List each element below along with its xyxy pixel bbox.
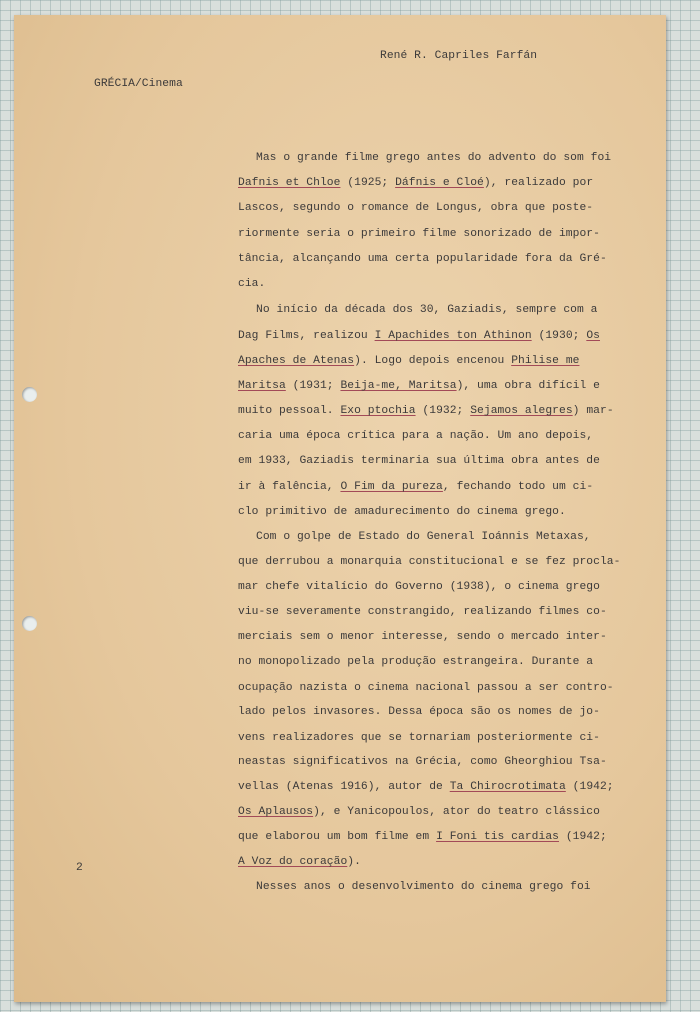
page-header: GRÉCIA/Cinema	[94, 78, 183, 90]
text-line	[238, 631, 607, 643]
film-title: I Apachides ton Athinon	[374, 330, 532, 342]
text-run: (1932;	[415, 405, 471, 417]
text-run: (1930;	[531, 330, 587, 342]
text-run: ), e Yanicopoulos, ator do teatro clássico	[313, 806, 600, 818]
text-line	[238, 355, 579, 367]
text-run: neastas significativos na Grécia, como Gheorghiou Tsa-	[238, 756, 607, 768]
film-title: Beija-me, Maritsa	[340, 380, 457, 392]
film-title: Dáfnis e Cloé	[395, 177, 484, 189]
text-run: cia.	[238, 278, 266, 290]
text-run: que elaborou um bom filme em	[238, 831, 437, 843]
text-run: ), realizado por	[483, 177, 594, 189]
text-line	[238, 506, 566, 518]
text-run: Dag Films, realizou	[238, 330, 375, 342]
text-line	[238, 202, 593, 214]
text-run: tância, alcançando uma certa popularidade fora da Gré-	[238, 253, 607, 265]
text-run: ), uma obra difícil e	[456, 380, 600, 392]
text-line	[256, 531, 591, 543]
text-run: Lascos, segundo o romance de Longus, obra que poste-	[238, 202, 594, 214]
text-line	[238, 856, 361, 868]
text-line	[238, 330, 600, 342]
text-run: Mas o grande filme grego antes do advento do som foi	[256, 152, 612, 164]
text-line	[238, 606, 607, 618]
text-line	[238, 781, 614, 793]
text-run: Nesses anos o desenvolvimento do cinema grego foi	[256, 881, 591, 893]
film-title: Ta Chirocrotimata	[449, 781, 566, 793]
punch-hole	[22, 616, 37, 631]
text-line	[238, 455, 600, 467]
text-line	[238, 682, 614, 694]
author-name: René R. Capriles Farfán	[380, 50, 538, 62]
film-title: O Fim da pureza	[340, 481, 443, 493]
film-title: Maritsa	[238, 380, 286, 392]
text-line	[238, 228, 600, 240]
text-run: muito pessoal.	[238, 405, 341, 417]
text-line	[256, 881, 591, 893]
film-title: Sejamos alegres	[470, 405, 573, 417]
text-run: caria uma época crítica para a nação. Um ano depois,	[238, 430, 594, 442]
text-line	[238, 806, 600, 818]
text-line	[256, 304, 597, 316]
text-line	[238, 177, 593, 189]
film-title: Dafnis et Chloe	[238, 177, 341, 189]
film-title: Os Aplausos	[238, 806, 314, 818]
text-line	[256, 152, 611, 164]
text-run: Com o golpe de Estado do General Ioánnis Metaxas,	[256, 531, 591, 543]
text-line	[238, 732, 600, 744]
text-line	[238, 253, 607, 265]
text-run: vellas (Atenas 1916), autor de	[238, 781, 450, 793]
film-title: I Foni tis cardias	[436, 831, 559, 843]
text-line	[238, 556, 620, 568]
text-line	[238, 405, 614, 417]
page-number: 2	[76, 862, 83, 874]
text-line	[238, 278, 265, 290]
text-line	[238, 430, 593, 442]
text-run: que derrubou a monarquia constitucional e se fez procla-	[238, 556, 621, 568]
text-line	[238, 706, 600, 718]
text-line	[238, 656, 593, 668]
text-run: (1931;	[285, 380, 341, 392]
text-run: em 1933, Gaziadis terminaria sua última obra antes de	[238, 455, 600, 467]
text-line	[238, 831, 607, 843]
text-run: lado pelos invasores. Dessa época são os nomes de jo-	[238, 706, 600, 718]
text-run: (1925;	[340, 177, 396, 189]
text-run: viu-se severamente constrangido, realizando filmes co-	[238, 606, 607, 618]
text-run: , fechando todo um ci-	[442, 481, 594, 493]
film-title: Apaches de Atenas	[238, 355, 355, 367]
text-run: riormente seria o primeiro filme sonorizado de impor-	[238, 228, 600, 240]
text-line	[238, 581, 600, 593]
text-line	[238, 481, 593, 493]
text-run: clo primitivo de amadurecimento do cinema grego.	[238, 506, 566, 518]
text-line	[238, 380, 600, 392]
text-run: merciais sem o menor interesse, sendo o mercado inter-	[238, 631, 607, 643]
film-title: Philise me	[511, 355, 580, 367]
text-run: ) mar-	[572, 405, 614, 417]
text-line	[238, 756, 607, 768]
text-run: ).	[347, 856, 361, 868]
film-title: Exo ptochia	[340, 405, 416, 417]
text-run: (1942;	[559, 831, 607, 843]
text-run: ir à falência,	[238, 481, 341, 493]
text-run: No início da década dos 30, Gaziadis, sempre com a	[256, 304, 598, 316]
text-run: ocupação nazista o cinema nacional passou a ser contro-	[238, 682, 614, 694]
text-run: vens realizadores que se tornariam posteriormente ci-	[238, 732, 600, 744]
text-run: mar chefe vitalício do Governo (1938), o cinema grego	[238, 581, 600, 593]
punch-hole	[22, 387, 37, 402]
text-run: no monopolizado pela produção estrangeira. Durante a	[238, 656, 594, 668]
text-run: ). Logo depois encenou	[354, 355, 512, 367]
film-title: Os	[586, 330, 600, 342]
text-run: (1942;	[565, 781, 614, 793]
film-title: A Voz do coração	[238, 856, 348, 868]
